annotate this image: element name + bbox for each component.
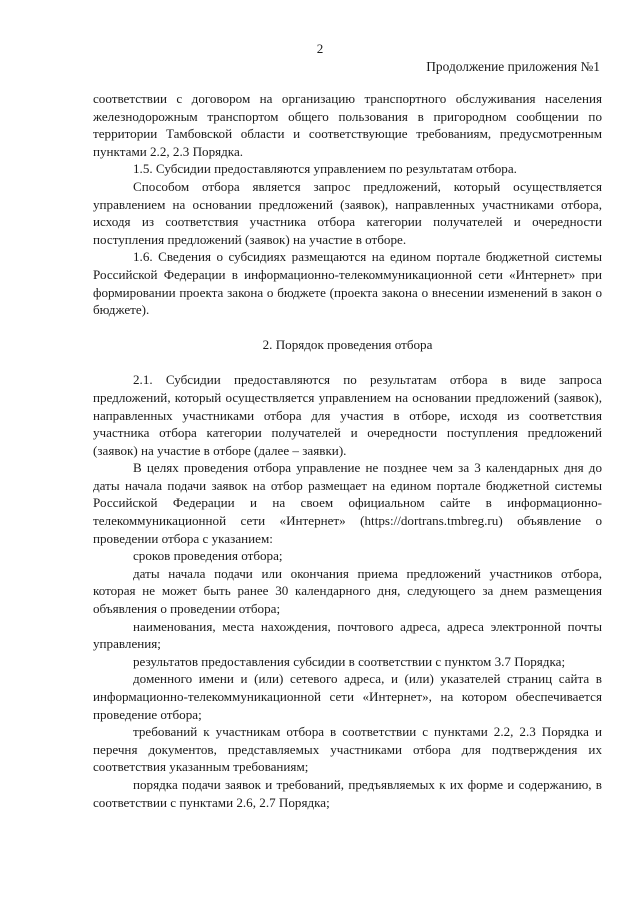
paragraph: В целях проведения отбора управление не позднее чем за 3 календарных дня до даты начала подачи заявок на отбор размещает на едином портале бюджетной системы Российской Федерации и на своем официальном сайте в информационно-телекоммуникационной сети «Интернет» (https://dortrans.tmbreg.ru) объявление о проведении отбора с указанием: bbox=[93, 460, 602, 546]
list-item: доменного имени и (или) сетевого адреса, и (или) указателей страниц сайта в информационно-телекоммуникационной сети «Интернет», на котором обеспечивается проведение отбора; bbox=[93, 671, 602, 722]
page-number: 2 bbox=[316, 41, 324, 56]
list-item: даты начала подачи или окончания приема предложений участников отбора, которая не может быть ранее 30 календарного дня, следующего за днем размещения объявления о проведении отбора; bbox=[93, 565, 602, 617]
paragraph: Способом отбора является запрос предложений, который осуществляется управлением на основании предложений (заявок), направленных участниками отбора, исходя из соответствия участника отбора категории получателей и очередности поступления предложений (заявок) на участие в отборе. bbox=[93, 178, 602, 247]
list-item: результатов предоставления субсидии в соответствии с пунктом 3.7 Порядка; bbox=[133, 653, 566, 669]
list-item: порядка подачи заявок и требований, предъявляемых к их форме и содержанию, в соответствии с пунктами 2.6, 2.7 Порядка; bbox=[93, 776, 602, 810]
document-body bbox=[93, 90, 602, 811]
paragraph: 1.6. Сведения о субсидиях размещаются на едином портале бюджетной системы Российской Федерации в информационно-телекоммуникационной сети «Интернет» при формировании проекта закона о бюджете (проекта закона о внесении изменений в закон о бюджете). bbox=[93, 249, 602, 318]
section-heading: 2. Порядок проведения отбора bbox=[262, 336, 433, 352]
paragraph: 2.1. Субсидии предоставляются по результатам отбора в виде запроса предложений, который осуществляется управлением на основании предложений (заявок), направленных участниками отбора для участия в отборе, исходя из соответствия участника отбора категории получателей и очередности поступления предложений (заявок) на участие в отборе (далее – заявки). bbox=[93, 372, 602, 458]
list-item: требований к участникам отбора в соответствии с пунктами 2.2, 2.3 Порядка и перечня документов, представляемых участниками отбора для подтверждения их соответствия указанным требованиям; bbox=[93, 724, 602, 775]
paragraph: 1.5. Субсидии предоставляются управлением по результатам отбора. bbox=[133, 161, 517, 177]
appendix-continuation-note: Продолжение приложения №1 bbox=[426, 59, 600, 74]
paragraph: соответствии с договором на организацию транспортного обслуживания населения железнодорожным транспортом общего пользования в пригородном сообщении по территории Тамбовской области и соответствующие требованиям, предусмотренным пунктами 2.2, 2.3 Порядка. bbox=[93, 91, 602, 159]
list-item: наименования, места нахождения, почтового адреса, адреса электронной почты управления; bbox=[93, 618, 602, 652]
list-item: сроков проведения отбора; bbox=[133, 548, 283, 564]
